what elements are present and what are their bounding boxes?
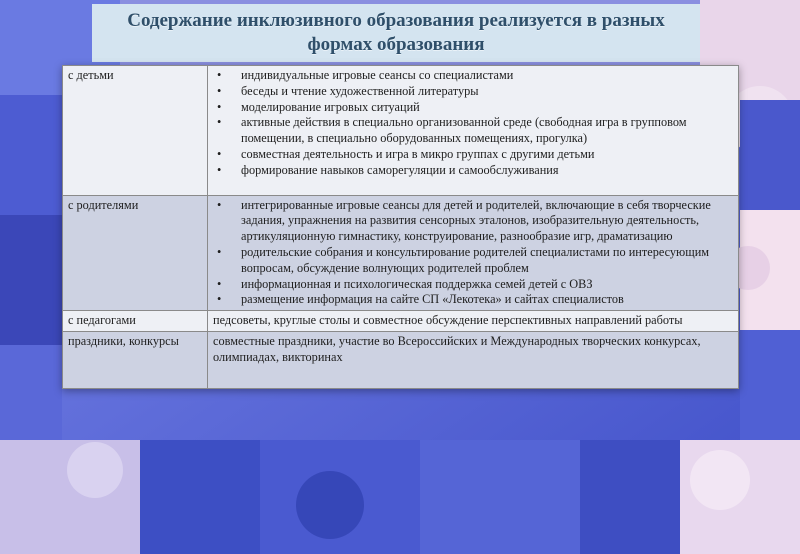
row-content-children [208, 66, 739, 196]
table-row [63, 195, 739, 311]
title-text: Содержание инклюзивного образования реализуется в разных формах образования [127, 10, 665, 55]
list-item: • информационная и психологическая поддержка семей детей с ОВЗ [241, 277, 734, 293]
list-item: • индивидуальные игровые сеансы со специалистами [241, 68, 734, 84]
list-item: • размещение информация на сайте СП «Лекотека» и сайтах специалистов [241, 292, 734, 308]
list-item: • моделирование игровых ситуаций [241, 100, 734, 116]
row-content-parents [208, 195, 739, 311]
table-row [63, 66, 739, 196]
list-item: • родительские собрания и консультирование родителей специалистами по интересующим вопросам, обсуждение волнующих родителей проблем [241, 245, 734, 277]
list-item: • активные действия в специально организованной среде (свободная игра в групповом помещении, в специально оборудованных помещениях, прогулка) [241, 115, 734, 147]
parents-list [213, 198, 734, 309]
slide-title [92, 4, 700, 62]
row-label-holidays: праздники, конкурсы [63, 331, 208, 388]
row-label-parents: с родителями [63, 195, 208, 311]
list-item: • совместная деятельность и игра в микро группах с другими детьми [241, 147, 734, 163]
list-item: • интегрированные игровые сеансы для детей и родителей, включающие в себя творческие задания, упражнения на развития сенсорных эталонов, изобразительную деятельность, артикуляционную гимнастику, конструирование, разнообразие игр, драматизацию [241, 198, 734, 245]
list-item: • формирование навыков саморегуляции и самообслуживания [241, 163, 734, 179]
row-content-holidays: совместные праздники, участие во Всероссийских и Международных творческих конкурсах, олимпиадах, викторинах [208, 331, 739, 388]
list-item: • беседы и чтение художественной литературы [241, 84, 734, 100]
education-forms-table [62, 65, 739, 389]
children-list [213, 68, 734, 179]
table-row [63, 331, 739, 388]
table-row [63, 311, 739, 332]
row-label-teachers: с педагогами [63, 311, 208, 332]
row-label-children: с детьми [63, 66, 208, 196]
row-content-teachers: педсоветы, круглые столы и совместное обсуждение перспективных направлений работы [208, 311, 739, 332]
